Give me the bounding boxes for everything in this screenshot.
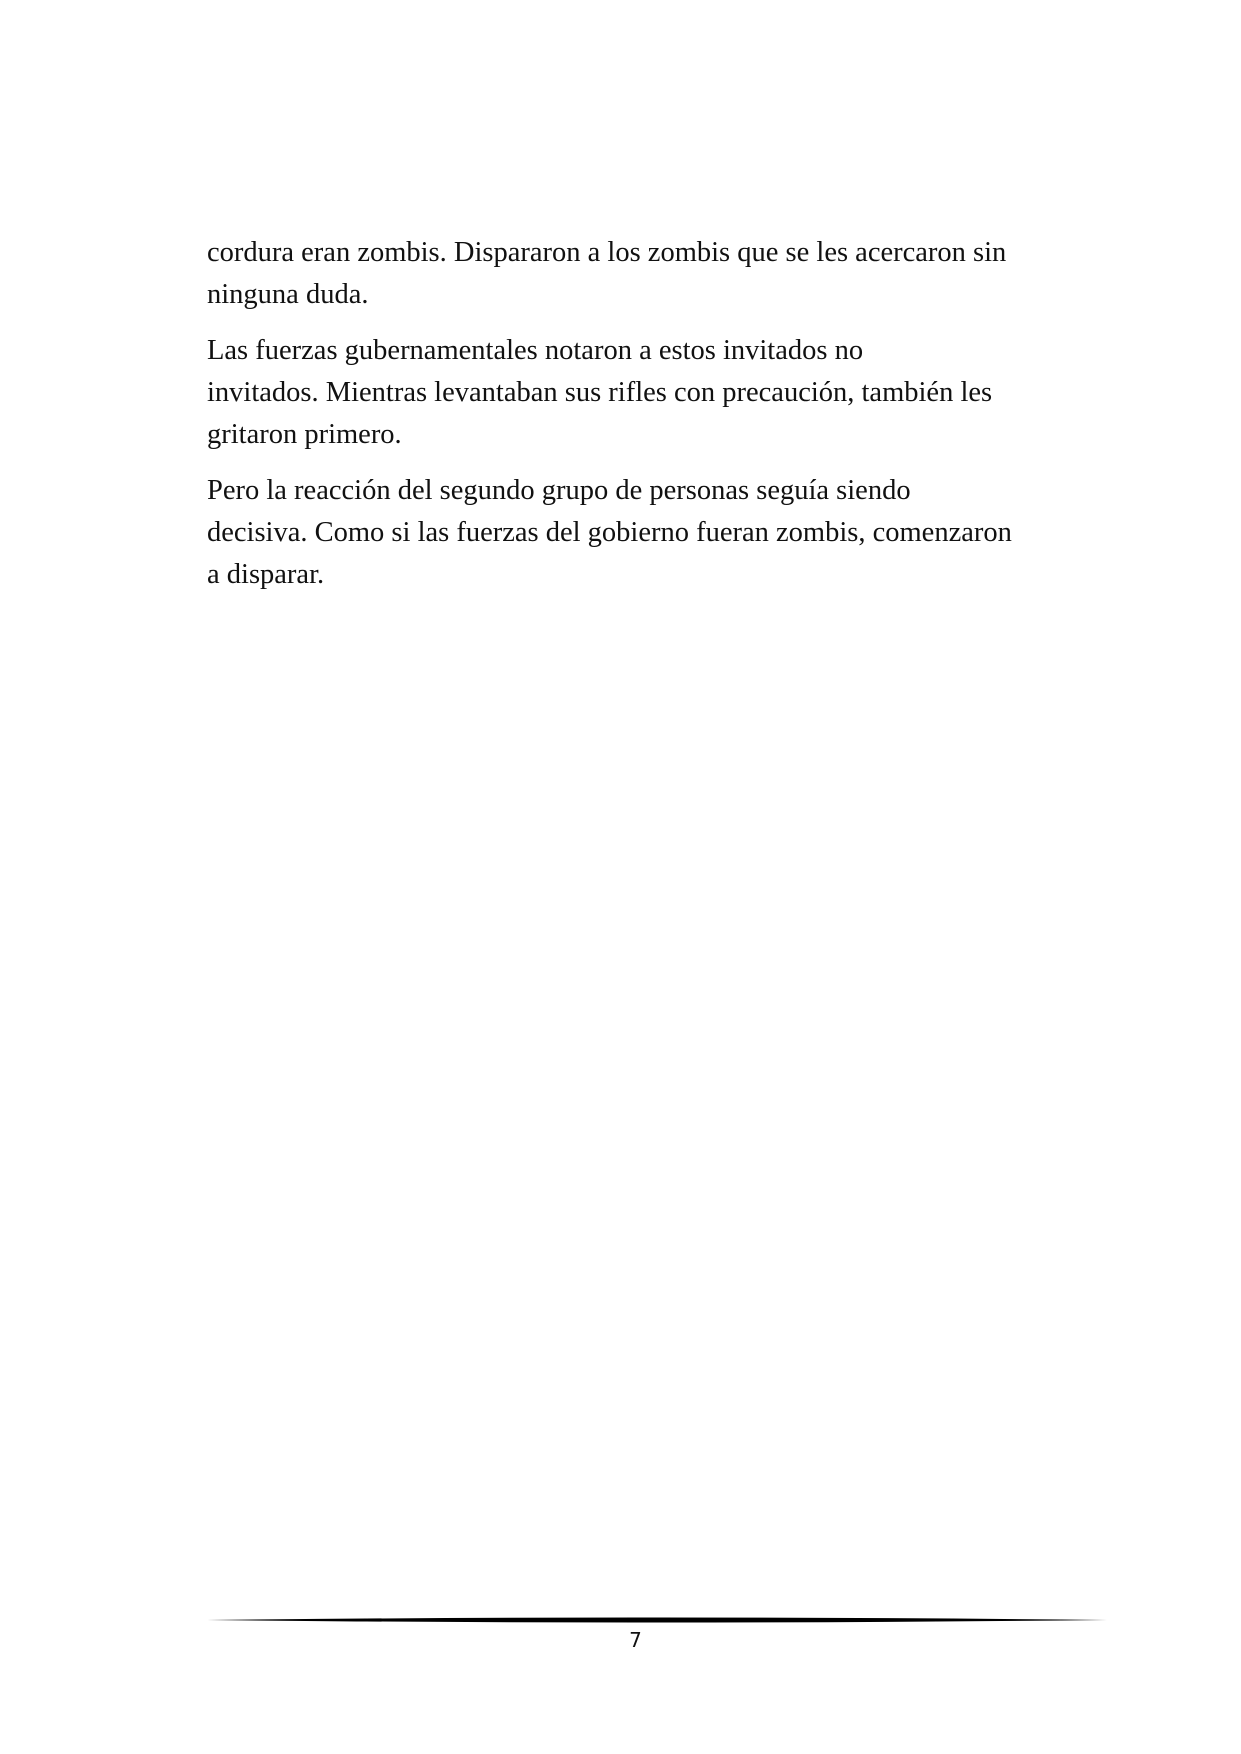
paragraph-line: cordura eran zombis. Dispararon a los zombis que se les acercaron sin — [207, 237, 1007, 268]
body-text — [207, 232, 1067, 610]
paragraph-line: Las fuerzas gubernamentales notaron a estos invitados no — [207, 335, 864, 366]
paragraph-line: a disparar. — [207, 559, 325, 590]
paragraph-line: decisiva. Como si las fuerzas del gobierno fueran zombis, comenzaron — [207, 517, 1012, 548]
footer-divider-swell — [207, 1618, 1107, 1623]
paragraph-line: Pero la reacción del segundo grupo de personas seguía siendo — [207, 475, 911, 506]
paragraph-2 — [207, 330, 1067, 456]
footer-divider — [207, 1614, 1107, 1626]
paragraph-line: ninguna duda. — [207, 279, 369, 310]
paragraph-line: gritaron primero. — [207, 419, 402, 450]
paragraph-line: invitados. Mientras levantaban sus rifles con precaución, también les — [207, 377, 993, 408]
paragraph-3 — [207, 470, 1067, 596]
paragraph-1 — [207, 232, 1067, 316]
page-number: 7 — [629, 1628, 642, 1652]
